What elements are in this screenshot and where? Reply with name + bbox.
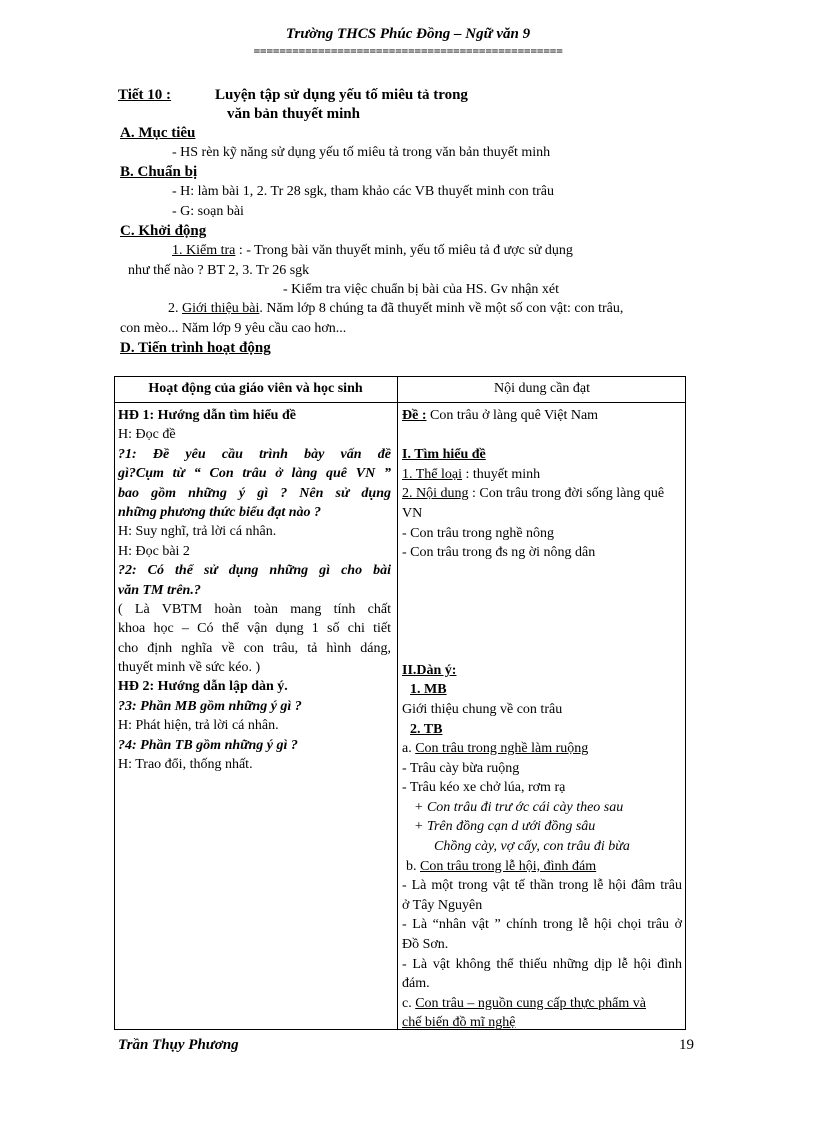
right-line: - Con trâu trong nghề nông <box>402 525 555 541</box>
right-line: Đề : Con trâu ở làng quê Việt Nam <box>402 408 599 423</box>
right-line <box>402 602 682 622</box>
intro-number: 2. <box>168 301 179 316</box>
left-line: H: Trao đổi, thống nhất. <box>118 757 253 773</box>
right-line: 1. Thể loại : thuyết minh <box>402 466 541 482</box>
footer-author: Trần Thụy Phương <box>118 1037 239 1053</box>
right-line: b. Con trâu trong lễ hội, đình đám <box>406 858 597 874</box>
lesson-title-line2: văn bản thuyết minh <box>227 106 360 122</box>
table-column-divider <box>397 376 398 1030</box>
right-line: 1. MB <box>410 682 447 698</box>
right-line: chế biến đồ mĩ nghệ <box>402 1015 516 1031</box>
page-header-title: Trường THCS Phúc Đồng – Ngữ văn 9 <box>285 26 531 42</box>
right-line: - Là “nhân vật ” chính trong lễ hội chọi trâu ở <box>402 917 682 933</box>
left-line: ?2: Có thể sử dụng những gì cho bài <box>118 563 391 579</box>
right-line <box>402 563 682 583</box>
table-header-divider <box>114 402 686 403</box>
left-line: ?1: Đề yêu cầu trình bày vấn đề <box>118 446 391 462</box>
left-line: ?3: Phần MB gồm những ý gì ? <box>118 698 302 714</box>
section-b-heading: B. Chuẩn bị <box>120 164 198 180</box>
lesson-title-line1: Luyện tập sử dụng yếu tố miêu tả trong <box>215 87 468 103</box>
left-line: những phương thức biểu đạt nào ? <box>118 504 322 520</box>
left-line: thuyết minh về sức kéo. ) <box>118 660 261 676</box>
right-line: + Con trâu đi trư ớc cái cày theo sau <box>414 799 624 815</box>
right-line: + Trên đồng cạn d ưới đồng sâu <box>414 819 596 835</box>
section-a-heading: A. Mục tiêu <box>120 125 196 141</box>
left-line: ?4: Phần TB gồm những ý gì ? <box>118 737 298 753</box>
intro-text: . Năm lớp 8 chúng ta đã thuyết minh về một số con vật: con trâu, <box>259 301 624 316</box>
right-line: - Trâu kéo xe chở lúa, rơm rạ <box>402 780 566 796</box>
table-header-left: Hoạt động của giáo viên và học sinh <box>148 381 363 396</box>
right-line: ở Tây Nguyên <box>402 897 483 913</box>
right-line: Giới thiệu chung về con trâu <box>402 701 563 717</box>
left-line: H: Đọc bài 2 <box>118 543 190 559</box>
right-line: - Con trâu trong đs ng ời nông dân <box>402 545 596 561</box>
check-label: 1. Kiểm tra <box>172 243 236 258</box>
table-right-column <box>402 406 682 1033</box>
right-line: VN <box>402 505 423 521</box>
lesson-code: Tiết 10 : <box>118 87 172 103</box>
left-line: gì?Cụm từ “ Con trâu ở làng quê VN ” <box>118 466 391 482</box>
left-line: khoa học – Có thể vận dụng 1 số chi tiết <box>118 621 391 637</box>
left-line: HĐ 1: Hướng dẫn tìm hiểu đề <box>118 408 296 423</box>
left-line: H: Đọc đề <box>118 427 176 443</box>
left-line: HĐ 2: Hướng dẫn lập dàn ý. <box>118 679 288 695</box>
page-number: 19 <box>679 1037 694 1053</box>
check-text: : - Trong bài văn thuyết minh, yếu tố miêu tả đ ược sử dụng <box>238 243 573 258</box>
right-line: Chồng cày, vợ cấy, con trâu đi bừa <box>434 839 630 855</box>
intro-label: Giới thiệu bài <box>182 301 260 316</box>
left-line: ( Là VBTM hoàn toàn mang tính chất <box>118 601 391 617</box>
section-c-heading: C. Khởi động <box>120 223 207 239</box>
section-c-intro-line <box>168 301 623 317</box>
section-c-check-line-2: như thế nào ? BT 2, 3. Tr 26 sgk <box>128 263 310 278</box>
right-line: I. Tìm hiểu đề <box>402 447 486 463</box>
right-line: - Là vật không thể thiếu những dịp lễ hội đình <box>402 956 682 972</box>
section-c-check-line <box>172 243 573 259</box>
left-line: bao gồm những ý gì ? Nên sử dụng <box>118 485 391 501</box>
right-line <box>402 641 682 661</box>
section-d-heading: D. Tiến trình hoạt động <box>120 340 271 356</box>
left-line: cho định nghĩa về con trâu, tả hình dáng, <box>118 640 391 656</box>
section-c-check-line-3: - Kiểm tra việc chuẩn bị bài của HS. Gv nhận xét <box>283 282 560 297</box>
right-line: 2. Nội dung : Con trâu trong đời sống làng quê <box>402 486 665 502</box>
section-b-item-2: - G: soạn bài <box>172 204 244 219</box>
right-line: II.Dàn ý: <box>402 662 457 678</box>
section-a-item: - HS rèn kỹ năng sử dụng yếu tố miêu tả trong văn bản thuyết minh <box>172 145 551 160</box>
section-c-intro-line-2: con mèo... Năm lớp 9 yêu cầu cao hơn... <box>120 321 347 336</box>
section-b-item-1: - H: làm bài 1, 2. Tr 28 sgk, tham khảo các VB thuyết minh con trâu <box>172 184 554 199</box>
right-line: 2. TB <box>410 721 443 737</box>
left-line: H: Suy nghĩ, trả lời cá nhân. <box>118 524 277 540</box>
right-line: Đồ Sơn. <box>402 937 449 953</box>
right-line: đám. <box>402 976 430 992</box>
left-line: văn TM trên.? <box>118 582 201 598</box>
right-line <box>402 622 682 642</box>
table-header-right: Nội dung cần đạt <box>493 381 591 396</box>
table-left-column <box>118 406 391 774</box>
right-line: - Là một trong vật tế thần trong lễ hội đâm trâu <box>402 878 682 894</box>
left-line: H: Phát hiện, trả lời cá nhân. <box>118 718 279 734</box>
right-line: - Trâu cày bừa ruộng <box>402 760 520 776</box>
right-line: a. Con trâu trong nghề làm ruộng <box>402 741 589 757</box>
right-line <box>402 426 682 446</box>
right-line <box>402 582 682 602</box>
header-rule: ================================================ <box>253 44 563 58</box>
right-line: c. Con trâu – nguồn cung cấp thực phẩm và <box>402 995 646 1011</box>
